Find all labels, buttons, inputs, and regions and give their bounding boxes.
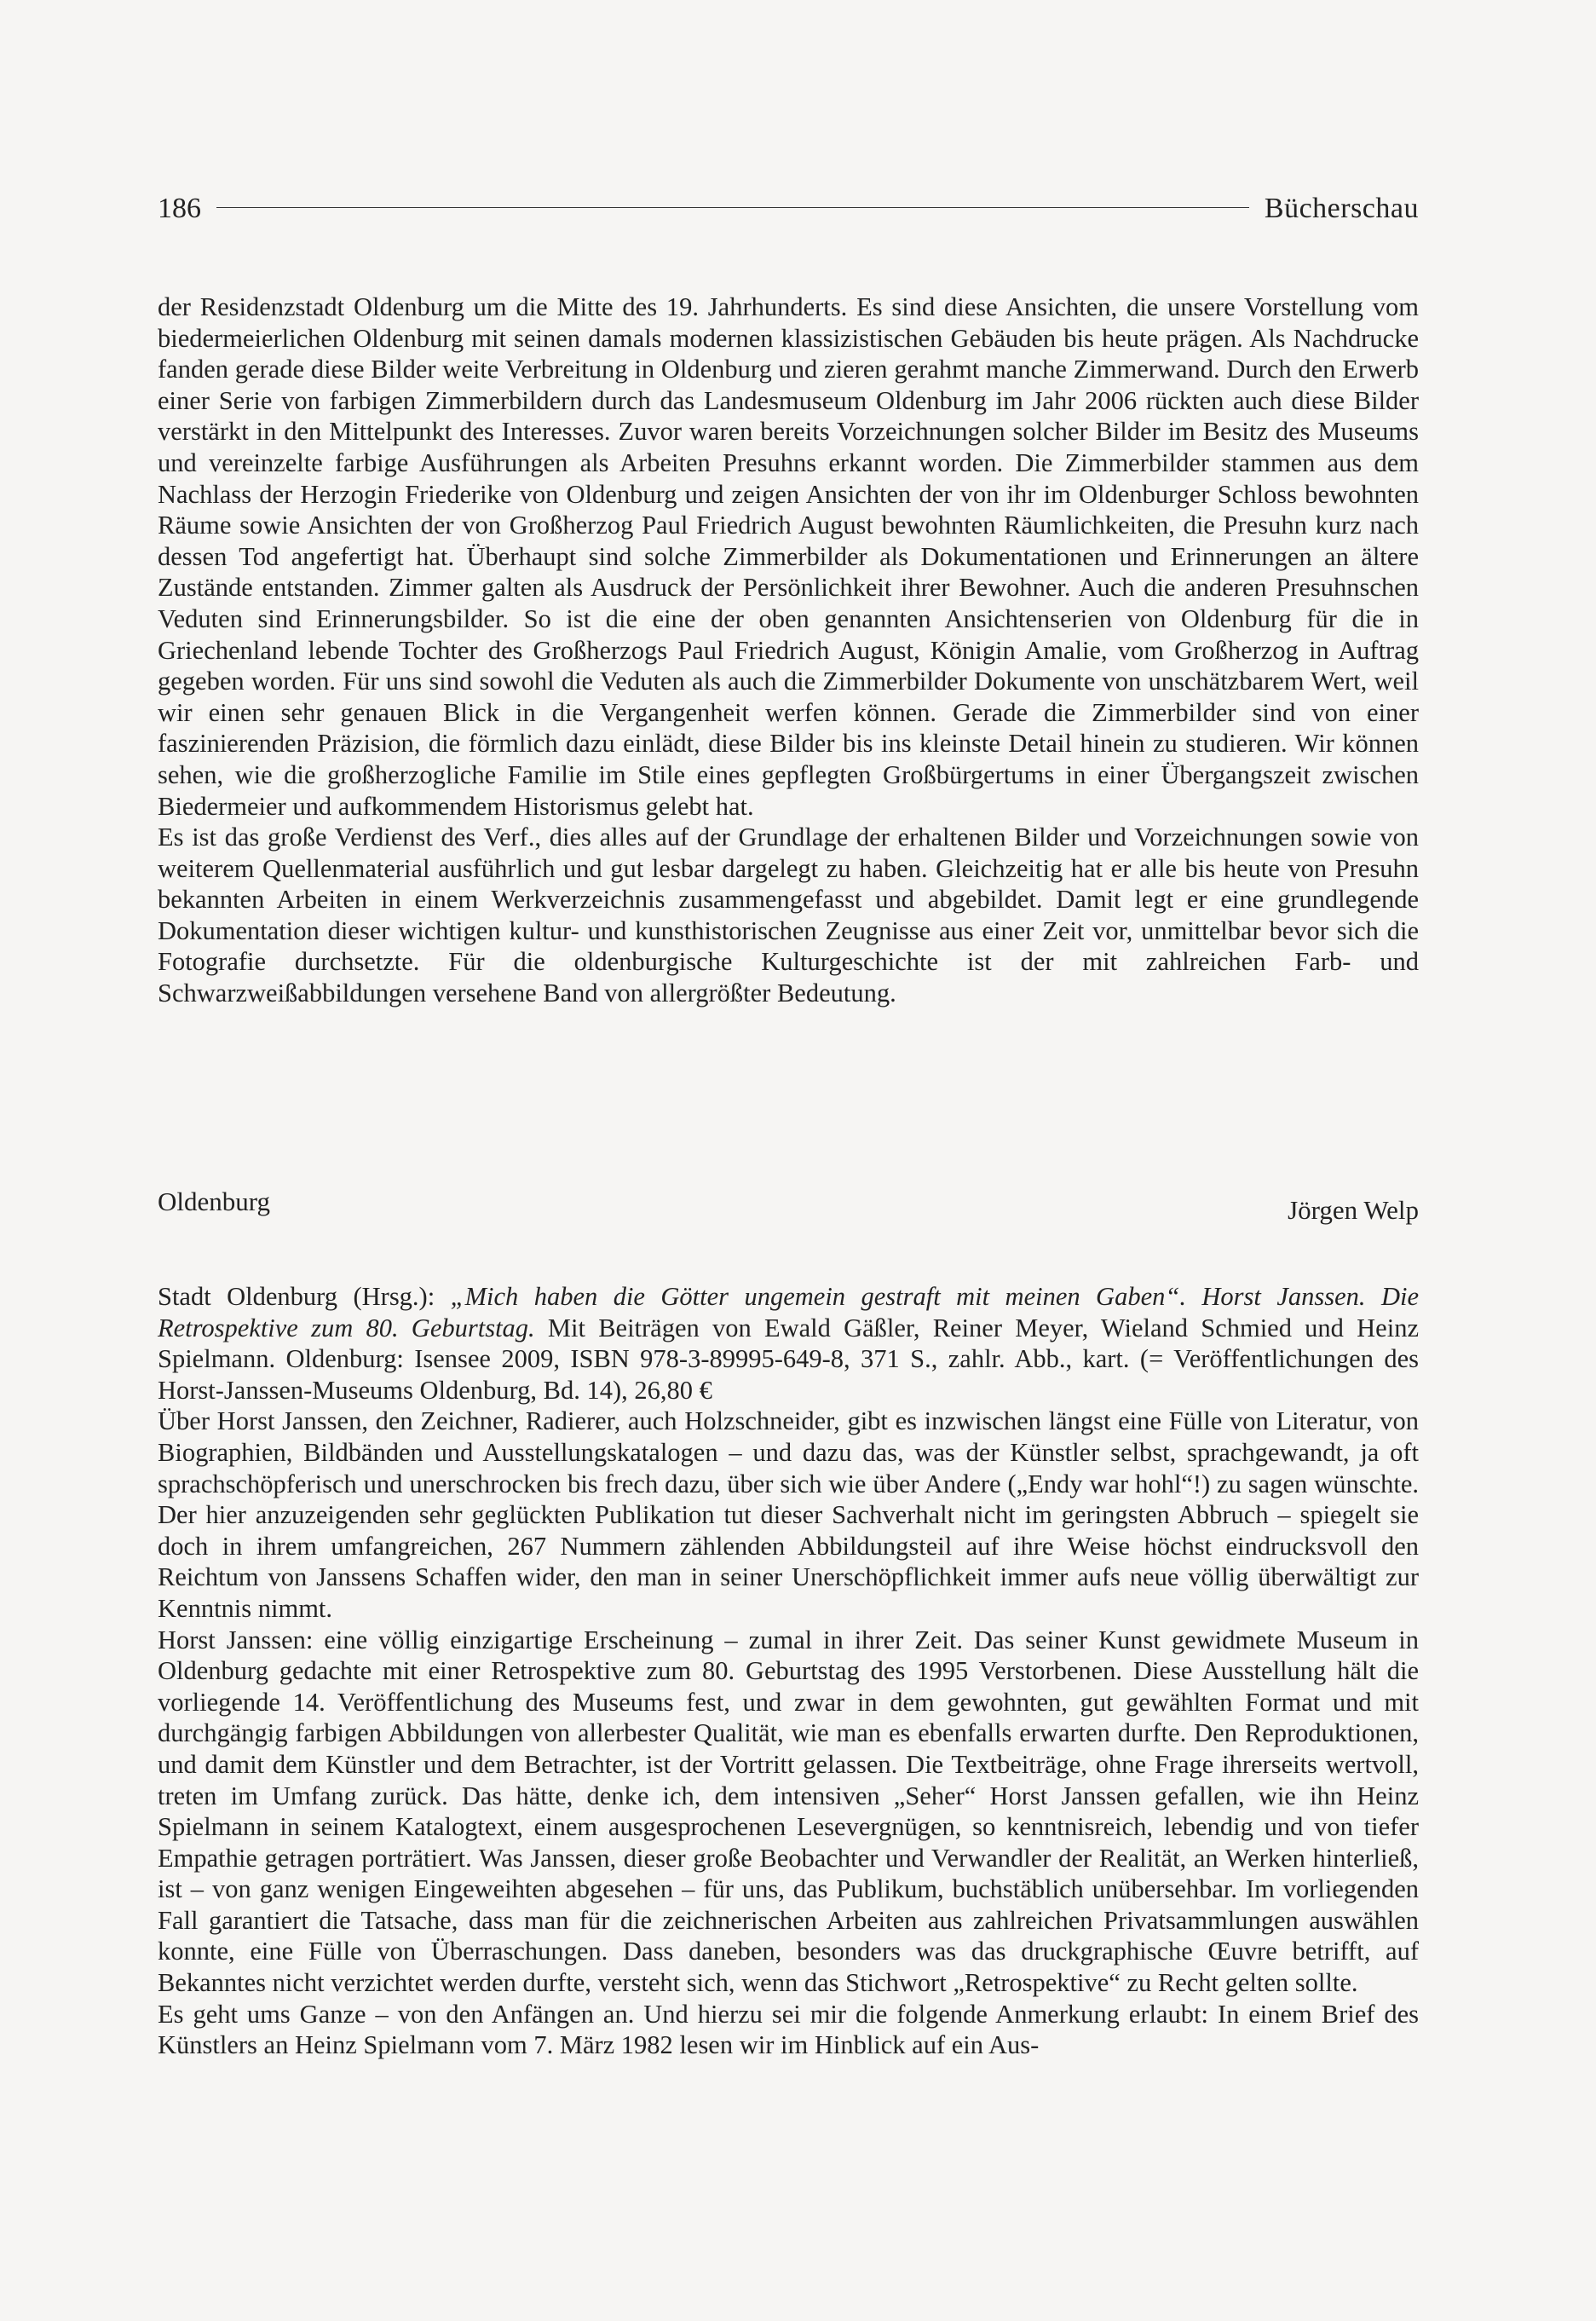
bib-details: Mit Beiträgen von Ewald Gäßler, Reiner Meyer, Wieland Schmied und Heinz Spielmann. Oldenburg: Isensee 2009, ISBN 978-3-89995-649-8, 371 S., zahlr. Abb., kart. (= Veröffentlichungen des Horst-Janssen-Museums Oldenburg, Bd. 14), 26,80 € [158, 1313, 1419, 1405]
reviewer-name: Jörgen Welp [1288, 1195, 1419, 1225]
header-rule [216, 207, 1249, 208]
page-number: 186 [158, 193, 201, 224]
review-2-paragraph: Horst Janssen: eine völlig einzigartige Erscheinung – zumal in ihrer Zeit. Das seiner Kunst gewidmete Museum in Oldenburg gedachte mit einer Retrospektive zum 80. Geburtstag des 1995 Verstorbenen. Diese Ausstellung hält die vorliegende 14. Veröffentlichung des Museums fest, und zwar in dem gewohnten, gut gewählten Format und mit durchgängig farbigen Abbildungen von allerbester Qualität, wie man es ebenfalls erwarten durfte. Den Reproduktionen, und damit dem Künstler und dem Betrachter, ist der Vortritt gelassen. Die Textbeiträge, ohne Frage ihrerseits wertvoll, treten im Umfang zurück. Das hätte, denke ich, dem intensiven „Seher“ Horst Janssen gefallen, wie ihn Heinz Spielmann in seinem Katalogtext, einem ausgesprochenen Lesevergnügen, so kenntnisreich, lebendig und von tiefer Empathie getragen porträtiert. Was Janssen, dieser große Beobachter und Verwandler der Realität, an Werken hinterließ, ist – von ganz wenigen Eingeweihten abgesehen – für uns, das Publikum, buchstäblich unübersehbar. Im vorliegenden Fall garantiert die Tatsache, dass man für die zeichnerischen Arbeiten aus zahlreichen Privatsammlungen auswählen konnte, eine Fülle von Überraschungen. Dass daneben, besonders was das druckgraphische Œuvre betrifft, auf Bekanntes nicht verzichtet werden durfte, versteht sich, wenn das Stichwort „Retrospektive“ zu Recht gelten sollte. [158, 1625, 1419, 1998]
bibliographic-entry [158, 1281, 1419, 1406]
bib-prefix: Stadt Oldenburg (Hrsg.): [158, 1282, 451, 1311]
review-2-paragraph: Über Horst Janssen, den Zeichner, Radierer, auch Holzschneider, gibt es inzwischen längst eine Fülle von Literatur, von Biographien, Bildbänden und Ausstellungskatalogen – und dazu das, was der Künstler selbst, sprachgewandt, ja oft sprachschöpferisch und unerschrocken bis frech dazu, über sich wie über Andere („Endy war hohl“!) zu sagen wünschte. Der hier anzuzeigenden sehr geglückten Publikation tut dieser Sachverhalt nicht im geringsten Abbruch – spiegelt sie doch in ihrem umfangreichen, 267 Nummern zählenden Abbildungsteil auf ihre Weise höchst eindrucksvoll den Reichtum von Janssens Schaffen wider, den man in seiner Unerschöpflichkeit immer aufs neue völlig überwältigt zur Kenntnis nimmt. [158, 1406, 1419, 1623]
review-1-paragraph: Es ist das große Verdienst des Verf., dies alles auf der Grundlage der erhaltenen Bilder und Vorzeichnungen sowie von weiterem Quellenmaterial ausführlich und gut lesbar dargelegt zu haben. Gleichzeitig hat er alle bis heute von Presuhn bekannten Arbeiten in einem Werkverzeichnis zusammengefasst und abgebildet. Damit legt er eine grundlegende Dokumentation dieser wichtigen kultur- und kunsthistorischen Zeugnisse aus einer Zeit vor, unmittelbar bevor sich die Fotografie durchsetzte. Für die oldenburgische Kulturgeschichte ist der mit zahlreichen Farb- und Schwarzweißabbildungen versehene Band von allergrößter Bedeutung. [158, 823, 1419, 1008]
review-place: Oldenburg [158, 1186, 271, 1216]
bib-title: „Mich haben die Götter ungemein gestraft mit meinen Gaben“. Horst Janssen. Die Retrospektive zum 80. Geburtstag. [158, 1282, 1419, 1342]
running-head [158, 183, 1419, 234]
review-1-paragraph: der Residenzstadt Oldenburg um die Mitte des 19. Jahrhunderts. Es sind diese Ansichten, die unsere Vorstellung vom biedermeierlichen Oldenburg mit seinen damals modernen klassizistischen Gebäuden bis heute prägen. Als Nachdrucke fanden gerade diese Bilder weite Verbreitung in Oldenburg und zieren gerahmt manche Zimmerwand. Durch den Erwerb einer Serie von farbigen Zimmerbildern durch das Landesmuseum Oldenburg im Jahr 2006 rückten auch diese Bilder verstärkt in den Mittelpunkt des Interesses. Zuvor waren bereits Vorzeichnungen solcher Bilder im Besitz des Museums und vereinzelte farbige Ausführungen als Arbeiten Presuhns erkannt worden. Die Zimmerbilder stammen aus dem Nachlass der Herzogin Friederike von Oldenburg und zeigen Ansichten der von ihr im Oldenburger Schloss bewohnten Räume sowie Ansichten der von Großherzog Paul Friedrich August bewohnten Räumlichkeiten, die Presuhn kurz nach dessen Tod angefertigt hat. Überhaupt sind solche Zimmerbilder als Dokumentationen und Erinnerungen an ältere Zustände entstanden. Zimmer galten als Ausdruck der Persönlichkeit ihrer Bewohner. Auch die anderen Presuhnschen Veduten sind Erinnerungsbilder. So ist die eine der oben genannten Ansichtenserien von Oldenburg für die in Griechenland lebende Tochter des Großherzogs Paul Friedrich August, Königin Amalie, vom Großherzog in Auftrag gegeben worden. Für uns sind sowohl die Veduten als auch die Zimmerbilder Dokumente von unschätzbarem Wert, weil wir einen sehr genauen Blick in die Vergangenheit werfen können. Gerade die Zimmerbilder sind von einer faszinierenden Präzision, die förmlich dazu einlädt, diese Bilder bis ins kleinste Detail hinein zu studieren. Wir können sehen, wie die großherzogliche Familie im Stile eines gepflegten Großbürgertums in einer Übergangszeit zwischen Biedermeier und aufkommendem Historismus gelebt hat. [158, 292, 1419, 821]
section-title: Bücherschau [1264, 193, 1419, 224]
review-1-body [158, 292, 1419, 1009]
review-2-paragraph: Es geht ums Ganze – von den Anfängen an. Und hierzu sei mir die folgende Anmerkung erlaubt: In einem Brief des Künstlers an Heinz Spielmann vom 7. März 1982 lesen wir im Hinblick auf ein Aus- [158, 1999, 1419, 2060]
review-2-body [158, 1281, 1419, 2061]
